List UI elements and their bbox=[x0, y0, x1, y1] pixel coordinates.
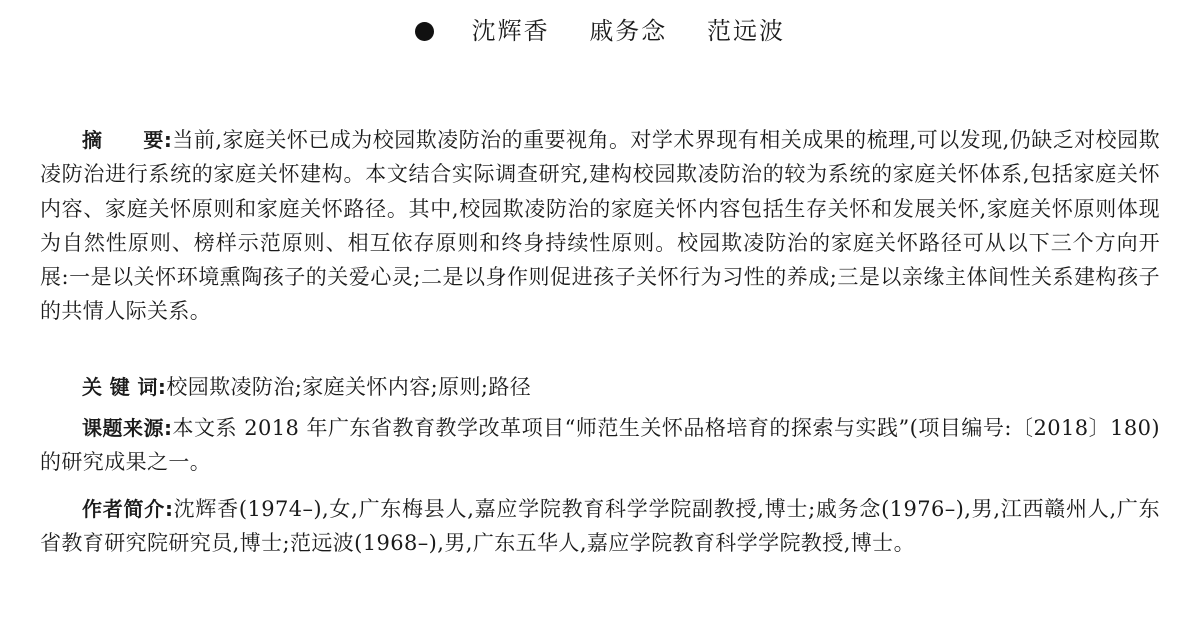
author-line bbox=[0, 12, 1200, 50]
author-name: 范远波 bbox=[706, 17, 785, 45]
author-bio-section bbox=[40, 492, 1160, 561]
keywords-label: 关 键 词: bbox=[82, 375, 167, 399]
author-name: 沈辉香 bbox=[471, 17, 550, 45]
bullet-icon bbox=[415, 22, 434, 41]
abstract-text: 当前,家庭关怀已成为校园欺凌防治的重要视角。对学术界现有相关成果的梳理,可以发现,仍缺乏对校园欺凌防治进行系统的家庭关怀建构。本文结合实际调查研究,建构校园欺凌防治的较为系统的家庭关怀体系,包括家庭关怀内容、家庭关怀原则和家庭关怀路径。其中,校园欺凌防治的家庭关怀内容包括生存关怀和发展关怀,家庭关怀原则体现为自然性原则、榜样示范原则、相互依存原则和终身持续性原则。校园欺凌防治的家庭关怀路径可从以下三个方向开展:一是以关怀环境熏陶孩子的关爱心灵;二是以身作则促进孩子关怀行为习性的养成;三是以亲缘主体间性关系建构孩子的共情人际关系。 bbox=[40, 128, 1160, 324]
author-bio-label: 作者简介: bbox=[82, 497, 174, 521]
abstract-label: 摘 要: bbox=[82, 128, 173, 152]
abstract-section bbox=[40, 123, 1160, 329]
keywords-section bbox=[40, 370, 1160, 404]
funding-text: 本文系 2018 年广东省教育教学改革项目“师范生关怀品格培育的探索与实践”(项目编号:〔2018〕180)的研究成果之一。 bbox=[40, 416, 1160, 475]
funding-section bbox=[40, 411, 1160, 480]
author-name: 戚务念 bbox=[589, 17, 668, 45]
funding-label: 课题来源: bbox=[82, 416, 173, 440]
author-bio-text: 沈辉香(1974–),女,广东梅县人,嘉应学院教育科学学院副教授,博士;戚务念(1976–),男,江西赣州人,广东省教育研究院研究员,博士;范远波(1968–),男,广东五华人,嘉应学院教育科学学院教授,博士。 bbox=[40, 497, 1160, 556]
keywords-text: 校园欺凌防治;家庭关怀内容;原则;路径 bbox=[166, 375, 532, 399]
